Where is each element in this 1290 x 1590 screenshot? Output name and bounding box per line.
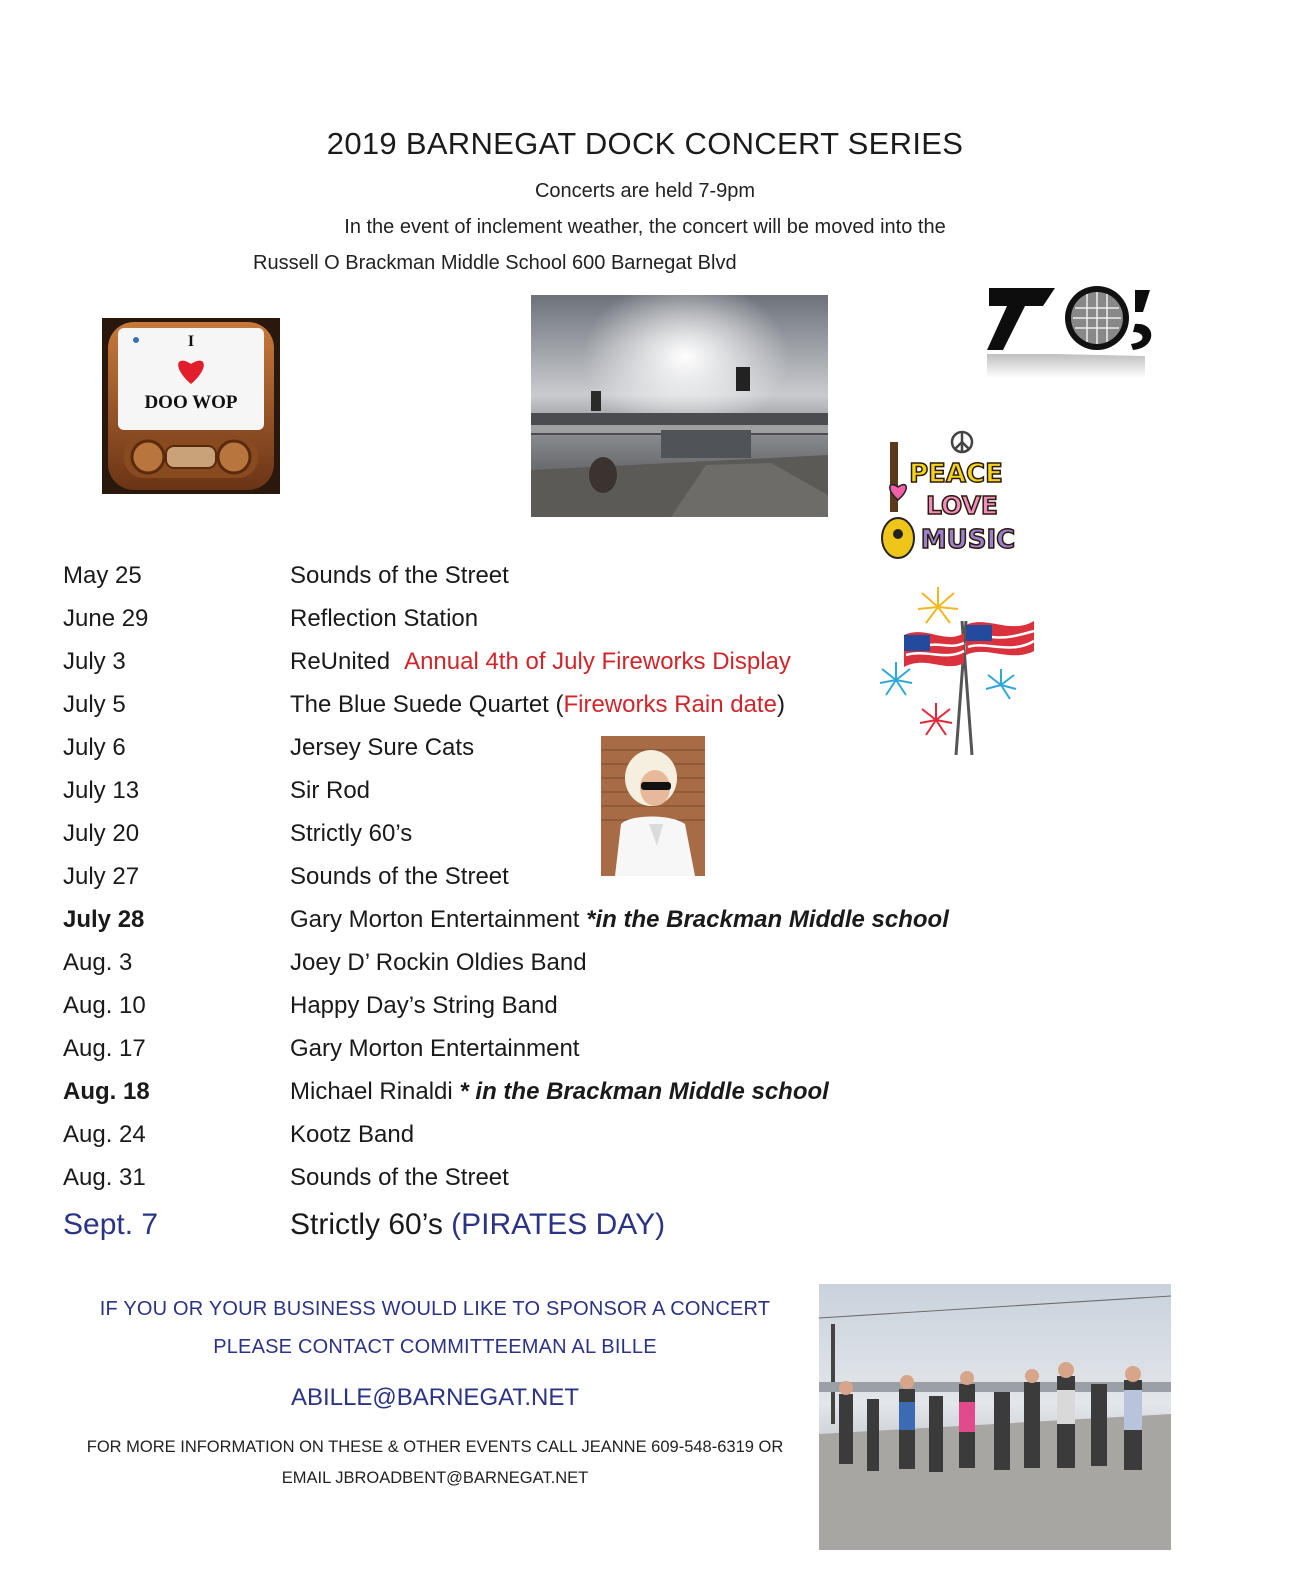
schedule-row — [0, 906, 1290, 946]
schedule-act-group — [290, 1078, 829, 1106]
weather-notice-line1: In the event of inclement weather, the concert will be moved into the — [344, 216, 946, 238]
schedule-date: May 25 — [63, 562, 142, 589]
peace-text: PEACE — [909, 459, 1003, 489]
schedule-act: Sounds of the Street — [290, 863, 509, 890]
schedule-act: Jersey Sure Cats — [290, 734, 475, 761]
doo-wop-text: DOO WOP — [144, 392, 238, 413]
schedule-act-group — [290, 648, 791, 676]
sponsor-email[interactable]: ABILLE@BARNEGAT.NET — [291, 1384, 579, 1411]
music-text: MUSIC — [920, 525, 1016, 555]
schedule-date: Aug. 17 — [63, 1035, 146, 1062]
schedule-row — [0, 949, 1290, 989]
schedule-act: Happy Day’s String Band — [290, 992, 558, 1019]
schedule-act: Strictly 60’s — [290, 1208, 452, 1241]
schedule-row — [0, 1078, 1290, 1118]
venue-note: * in the Brackman Middle school — [459, 1078, 829, 1105]
schedule-date: Aug. 3 — [63, 949, 133, 976]
schedule-row — [0, 1164, 1290, 1204]
schedule-act-group — [290, 906, 949, 934]
schedule-act: Joey D’ Rockin Oldies Band — [290, 949, 587, 976]
pirates-day-note: (PIRATES DAY) — [451, 1208, 666, 1241]
paren-close: ) — [776, 691, 785, 718]
concert-hours: Concerts are held 7-9pm — [534, 180, 756, 202]
schedule-date: July 20 — [63, 820, 140, 847]
schedule-row — [0, 992, 1290, 1032]
schedule-date: Aug. 10 — [63, 992, 146, 1019]
schedule-row — [0, 820, 1290, 860]
schedule-act: Michael Rinaldi — [290, 1078, 460, 1105]
fireworks-note: Annual 4th of July Fireworks Display — [404, 648, 791, 675]
schedule-row — [0, 648, 1290, 688]
schedule-row — [0, 734, 1290, 774]
doo-wop-i-text: I — [187, 333, 195, 350]
schedule-row — [0, 777, 1290, 817]
schedule-date: July 27 — [63, 863, 140, 890]
schedule-date: Aug. 24 — [63, 1121, 146, 1148]
schedule-date: Sept. 7 — [63, 1208, 159, 1241]
paren-open: ( — [548, 691, 564, 718]
crowd-dancing-photo — [819, 1284, 1171, 1550]
weather-notice-line2: Russell O Brackman Middle School 600 Barnegat Blvd — [253, 252, 737, 274]
schedule-act-group — [290, 691, 785, 719]
rain-date-note: Fireworks Rain date — [563, 691, 777, 718]
schedule-date: July 6 — [63, 734, 126, 761]
schedule-act: Gary Morton Entertainment — [290, 906, 587, 933]
peace-love-music-image — [880, 430, 1020, 565]
venue-note: *in the Brackman Middle school — [586, 906, 949, 933]
schedule-row — [0, 605, 1290, 645]
schedule-act-group — [290, 1208, 665, 1242]
schedule-date: July 5 — [63, 691, 126, 718]
schedule-act: Sir Rod — [290, 777, 371, 804]
schedule-date: July 13 — [63, 777, 140, 804]
doo-wop-image — [102, 318, 280, 494]
schedule-row — [0, 691, 1290, 731]
schedule-date: July 28 — [63, 906, 145, 933]
info-email-line[interactable]: EMAIL JBROADBENT@BARNEGAT.NET — [281, 1469, 589, 1487]
schedule-act: Strictly 60’s — [290, 820, 413, 847]
info-line1: FOR MORE INFORMATION ON THESE & OTHER EVENTS CALL JEANNE 609-548-6319 OR — [86, 1438, 784, 1456]
sponsor-line2: PLEASE CONTACT COMMITTEEMAN AL BILLE — [213, 1336, 657, 1358]
page-title: 2019 BARNEGAT DOCK CONCERT SERIES — [326, 126, 964, 161]
schedule-row — [0, 863, 1290, 903]
schedule-act: Gary Morton Entertainment — [290, 1035, 580, 1062]
schedule-act: Sounds of the Street — [290, 562, 509, 589]
schedule-act: The Blue Suede Quartet — [290, 691, 549, 718]
love-text: LOVE — [925, 491, 999, 520]
schedule-act: ReUnited — [290, 648, 391, 675]
dock-stage-photo — [531, 295, 828, 517]
schedule-row — [0, 562, 1290, 602]
schedule-row — [0, 1035, 1290, 1075]
schedule-act: Sounds of the Street — [290, 1164, 509, 1191]
schedule-date: June 29 — [63, 605, 149, 632]
schedule-date: Aug. 18 — [63, 1078, 150, 1105]
schedule-date: Aug. 31 — [63, 1164, 146, 1191]
schedule-date: July 3 — [63, 648, 126, 675]
schedule-act: Kootz Band — [290, 1121, 415, 1148]
schedule-row — [0, 1208, 1290, 1258]
seventies-logo — [985, 278, 1160, 386]
schedule-act: Reflection Station — [290, 605, 479, 632]
schedule-row — [0, 1121, 1290, 1161]
sponsor-line1: IF YOU OR YOUR BUSINESS WOULD LIKE TO SPONSOR A CONCERT — [99, 1298, 771, 1320]
